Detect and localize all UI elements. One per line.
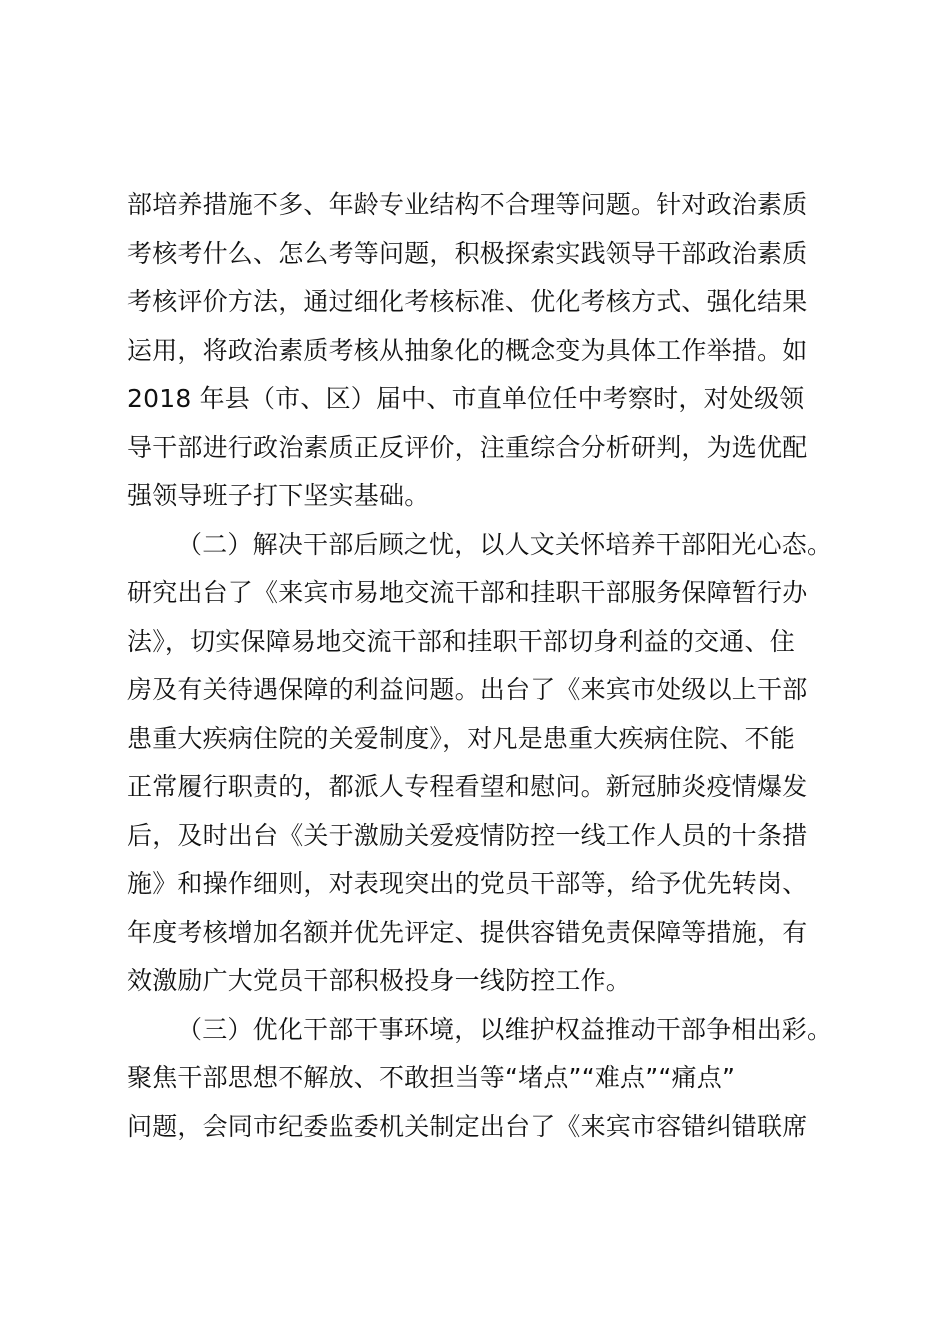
text-line: 患重大疾病住院的关爱制度》，对凡是患重大疾病住院、不能 bbox=[127, 723, 795, 753]
text-line: 效激励广大党员干部积极投身一线防控工作。 bbox=[127, 966, 632, 995]
text-line: 考核评价方法，通过细化考核标准、优化考核方式、强化结果 bbox=[127, 287, 808, 316]
section-heading-2: （二）解决干部后顾之忧，以人文关怀培养干部阳光心态。 bbox=[177, 529, 833, 559]
text-line: 房及有关待遇保障的利益问题。出台了《来宾市处级以上干部 bbox=[127, 675, 808, 704]
text-line: 法》，切实保障易地交流干部和挂职干部切身利益的交通、住 bbox=[127, 626, 795, 656]
text-line: 研究出台了《来宾市易地交流干部和挂职干部服务保障暂行办 bbox=[127, 578, 808, 607]
text-line: 考核考什么、怎么考等问题，积极探索实践领导干部政治素质 bbox=[127, 238, 808, 268]
text-line: 年度考核增加名额并优先评定、提供容错免责保障等措施，有 bbox=[127, 917, 808, 947]
text-line: 问题，会同市纪委监委机关制定出台了《来宾市容错纠错联席 bbox=[127, 1111, 808, 1141]
text-line: 施》和操作细则，对表现突出的党员干部等，给予优先转岗、 bbox=[127, 869, 808, 898]
section-heading-3: （三）优化干部干事环境，以维护权益推动干部争相出彩。 bbox=[177, 1014, 833, 1044]
text-line: 聚焦干部思想不解放、不敢担当等“堵点”“难点”“痛点” bbox=[127, 1063, 736, 1092]
text-line: 后，及时出台《关于激励关爱疫情防控一线工作人员的十条措 bbox=[127, 820, 808, 850]
text-line: 正常履行职责的，都派人专程看望和慰问。新冠肺炎疫情爆发 bbox=[127, 772, 808, 801]
text-line: 导干部进行政治素质正反评价，注重综合分析研判，为选优配 bbox=[127, 432, 808, 462]
text-line: 2018 年县（市、区）届中、市直单位任中考察时，对处级领 bbox=[127, 384, 805, 413]
body-text bbox=[127, 181, 847, 1151]
text-line: 强领导班子打下坚实基础。 bbox=[127, 481, 430, 510]
text-line: 部培养措施不多、年龄专业结构不合理等问题。针对政治素质 bbox=[127, 190, 808, 219]
text-line: 运用，将政治素质考核从抽象化的概念变为具体工作举措。如 bbox=[127, 335, 808, 365]
